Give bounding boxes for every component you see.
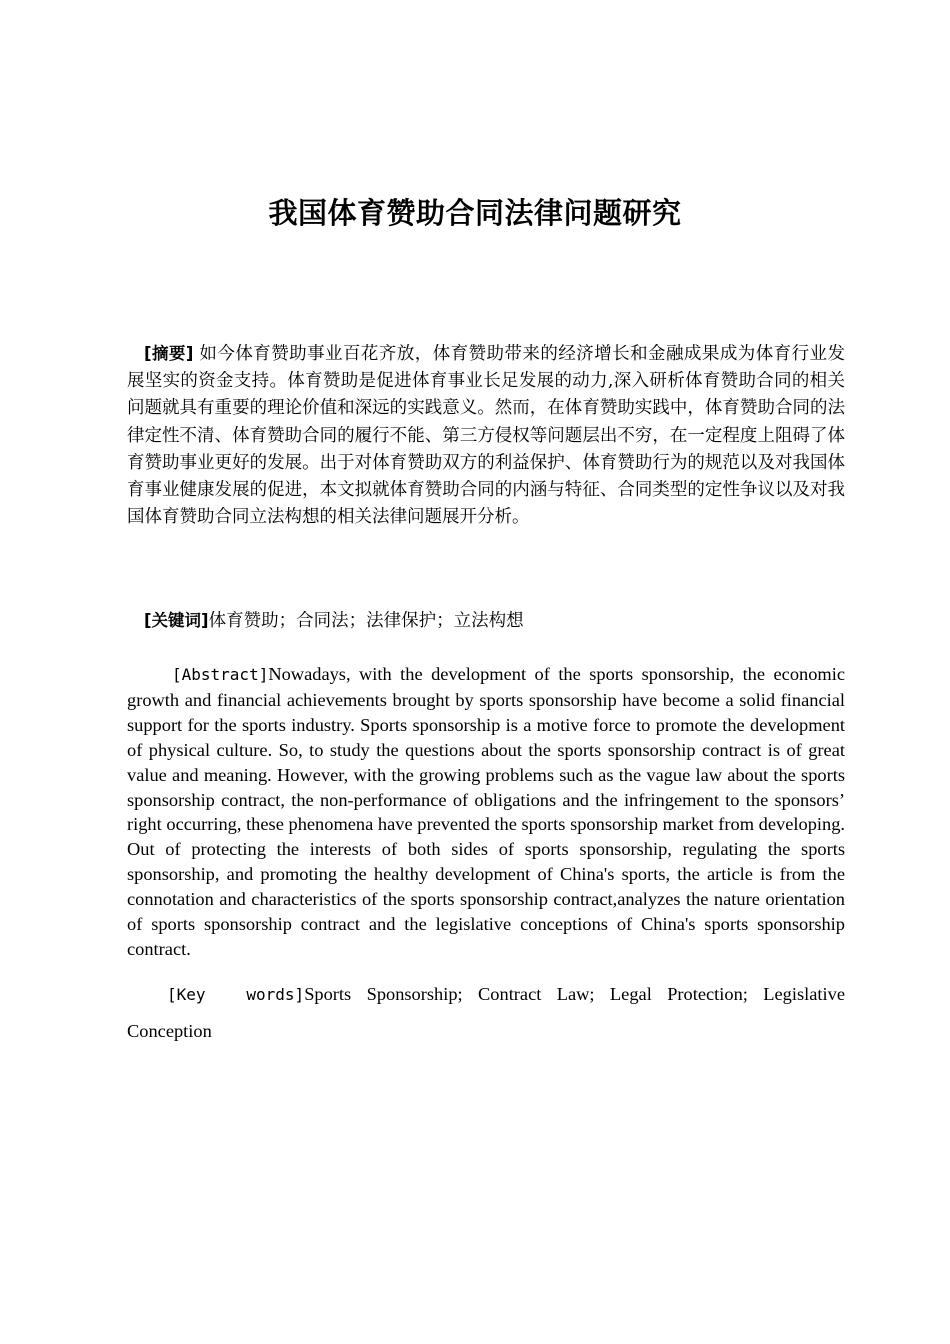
- english-keywords: [127, 976, 845, 1049]
- chinese-keywords-text: 体育赞助；合同法；法律保护；立法构想: [208, 611, 524, 631]
- paper-title: 我国体育赞助合同法律问题研究: [268, 196, 682, 230]
- english-keywords-label: [Key words]: [167, 985, 305, 1004]
- chinese-abstract-label: [摘要]: [144, 344, 194, 363]
- chinese-keywords: [127, 607, 845, 635]
- english-keywords-text: Sports Sponsorship; Contract Law; Legal Protection; Legislative Conception: [127, 984, 845, 1041]
- chinese-keywords-label: [关键词]: [144, 611, 209, 630]
- chinese-abstract-text: 如今体育赞助事业百花齐放，体育赞助带来的经济增长和金融成果成为体育行业发展坚实的资金支持。体育赞助是促进体育事业长足发展的动力,深入研析体育赞助合同的相关问题就具有重要的理论价值和深远的实践意义。然而，在体育赞助实践中，体育赞助合同的法律定性不清、体育赞助合同的履行不能、第三方侵权等问题层出不穷，在一定程度上阻碍了体育赞助事业更好的发展。出于对体育赞助双方的利益保护、体育赞助行为的规范以及对我国体育事业健康发展的促进，本文拟就体育赞助合同的内涵与特征、合同类型的定性争议以及对我国体育赞助合同立法构想的相关法律问题展开分析。: [127, 344, 845, 528]
- english-abstract-label: [Abstract]: [172, 665, 269, 684]
- english-abstract: [127, 662, 845, 962]
- english-abstract-text: Nowadays, with the development of the sports sponsorship, the economic growth and financial achievements brought by sports sponsorship have become a solid financial support for the sports industry. Sports sponsorship is a motive force to promote the development of physical culture. So, to study the questions about the sports sponsorship contract is of great value and meaning. However, with the growing problems such as the vague law about the sports sponsorship contract, the non-performance of obligations and the infringement to the sponsors’ right occurring, these phenomena have prevented the sports sponsorship market from developing. Out of protecting the interests of both sides of sports sponsorship, regulating the sports sponsorship, and promoting the healthy development of China's sports, the article is from the connotation and characteristics of the sports sponsorship contract,analyzes the nature orientation of sports sponsorship contract and the legislative conceptions of China's sports sponsorship contract.: [127, 664, 845, 959]
- chinese-abstract: [127, 340, 845, 531]
